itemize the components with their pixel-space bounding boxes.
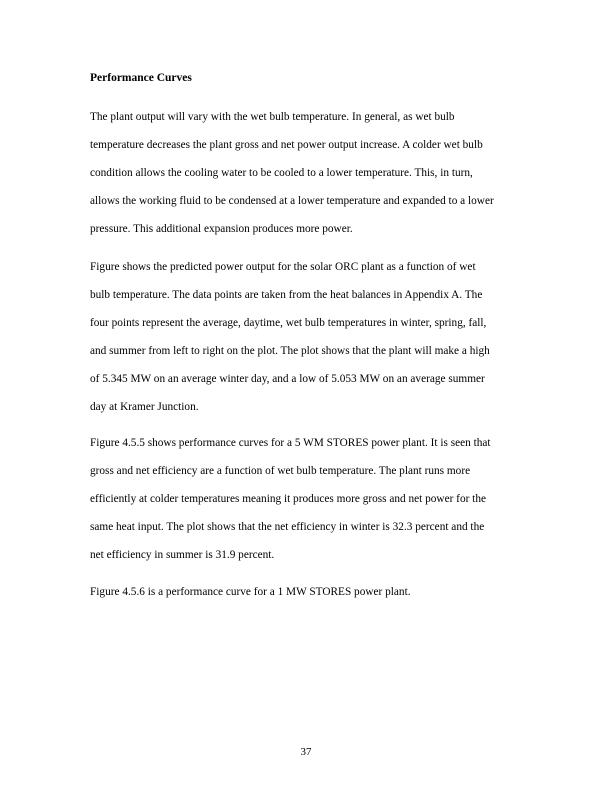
paragraph-2-line-5: of 5.345 MW on an average winter day, and a low of 5.053 MW on an average summer bbox=[90, 373, 485, 385]
paragraph-2-line-6: day at Kramer Junction. bbox=[90, 401, 199, 413]
page-number: 37 bbox=[300, 746, 312, 758]
paragraph-3-line-1: Figure 4.5.5 shows performance curves for a 5 WM STORES power plant. It is seen that bbox=[90, 437, 491, 449]
paragraph-4-line-1: Figure 4.5.6 is a performance curve for a 1 MW STORES power plant. bbox=[90, 586, 411, 598]
paragraph-1-line-4: allows the working fluid to be condensed at a lower temperature and expanded to a lower bbox=[90, 195, 494, 207]
paragraph-1-line-1: The plant output will vary with the wet bulb temperature. In general, as wet bulb bbox=[90, 111, 455, 123]
paragraph-3-line-5: net efficiency in summer is 31.9 percent. bbox=[90, 549, 275, 561]
paragraph-2-line-1: Figure shows the predicted power output for the solar ORC plant as a function of wet bbox=[90, 261, 476, 273]
paragraph-3-line-2: gross and net efficiency are a function of wet bulb temperature. The plant runs more bbox=[90, 465, 471, 477]
section-heading: Performance Curves bbox=[90, 72, 192, 84]
paragraph-1-line-5: pressure. This additional expansion produces more power. bbox=[90, 223, 353, 235]
paragraph-1-line-2: temperature decreases the plant gross and net power output increase. A colder wet bulb bbox=[90, 139, 483, 151]
paragraph-2-line-3: four points represent the average, daytime, wet bulb temperatures in winter, spring, fall, bbox=[90, 317, 487, 329]
paragraph-2-line-4: and summer from left to right on the plot. The plot shows that the plant will make a high bbox=[90, 345, 490, 357]
paragraph-3-line-3: efficiently at colder temperatures meaning it produces more gross and net power for the bbox=[90, 493, 486, 505]
paragraph-2-line-2: bulb temperature. The data points are taken from the heat balances in Appendix A. The bbox=[90, 289, 483, 301]
paragraph-3-line-4: same heat input. The plot shows that the net efficiency in winter is 32.3 percent and the bbox=[90, 521, 485, 533]
paragraph-1-line-3: condition allows the cooling water to be cooled to a lower temperature. This, in turn, bbox=[90, 167, 473, 179]
